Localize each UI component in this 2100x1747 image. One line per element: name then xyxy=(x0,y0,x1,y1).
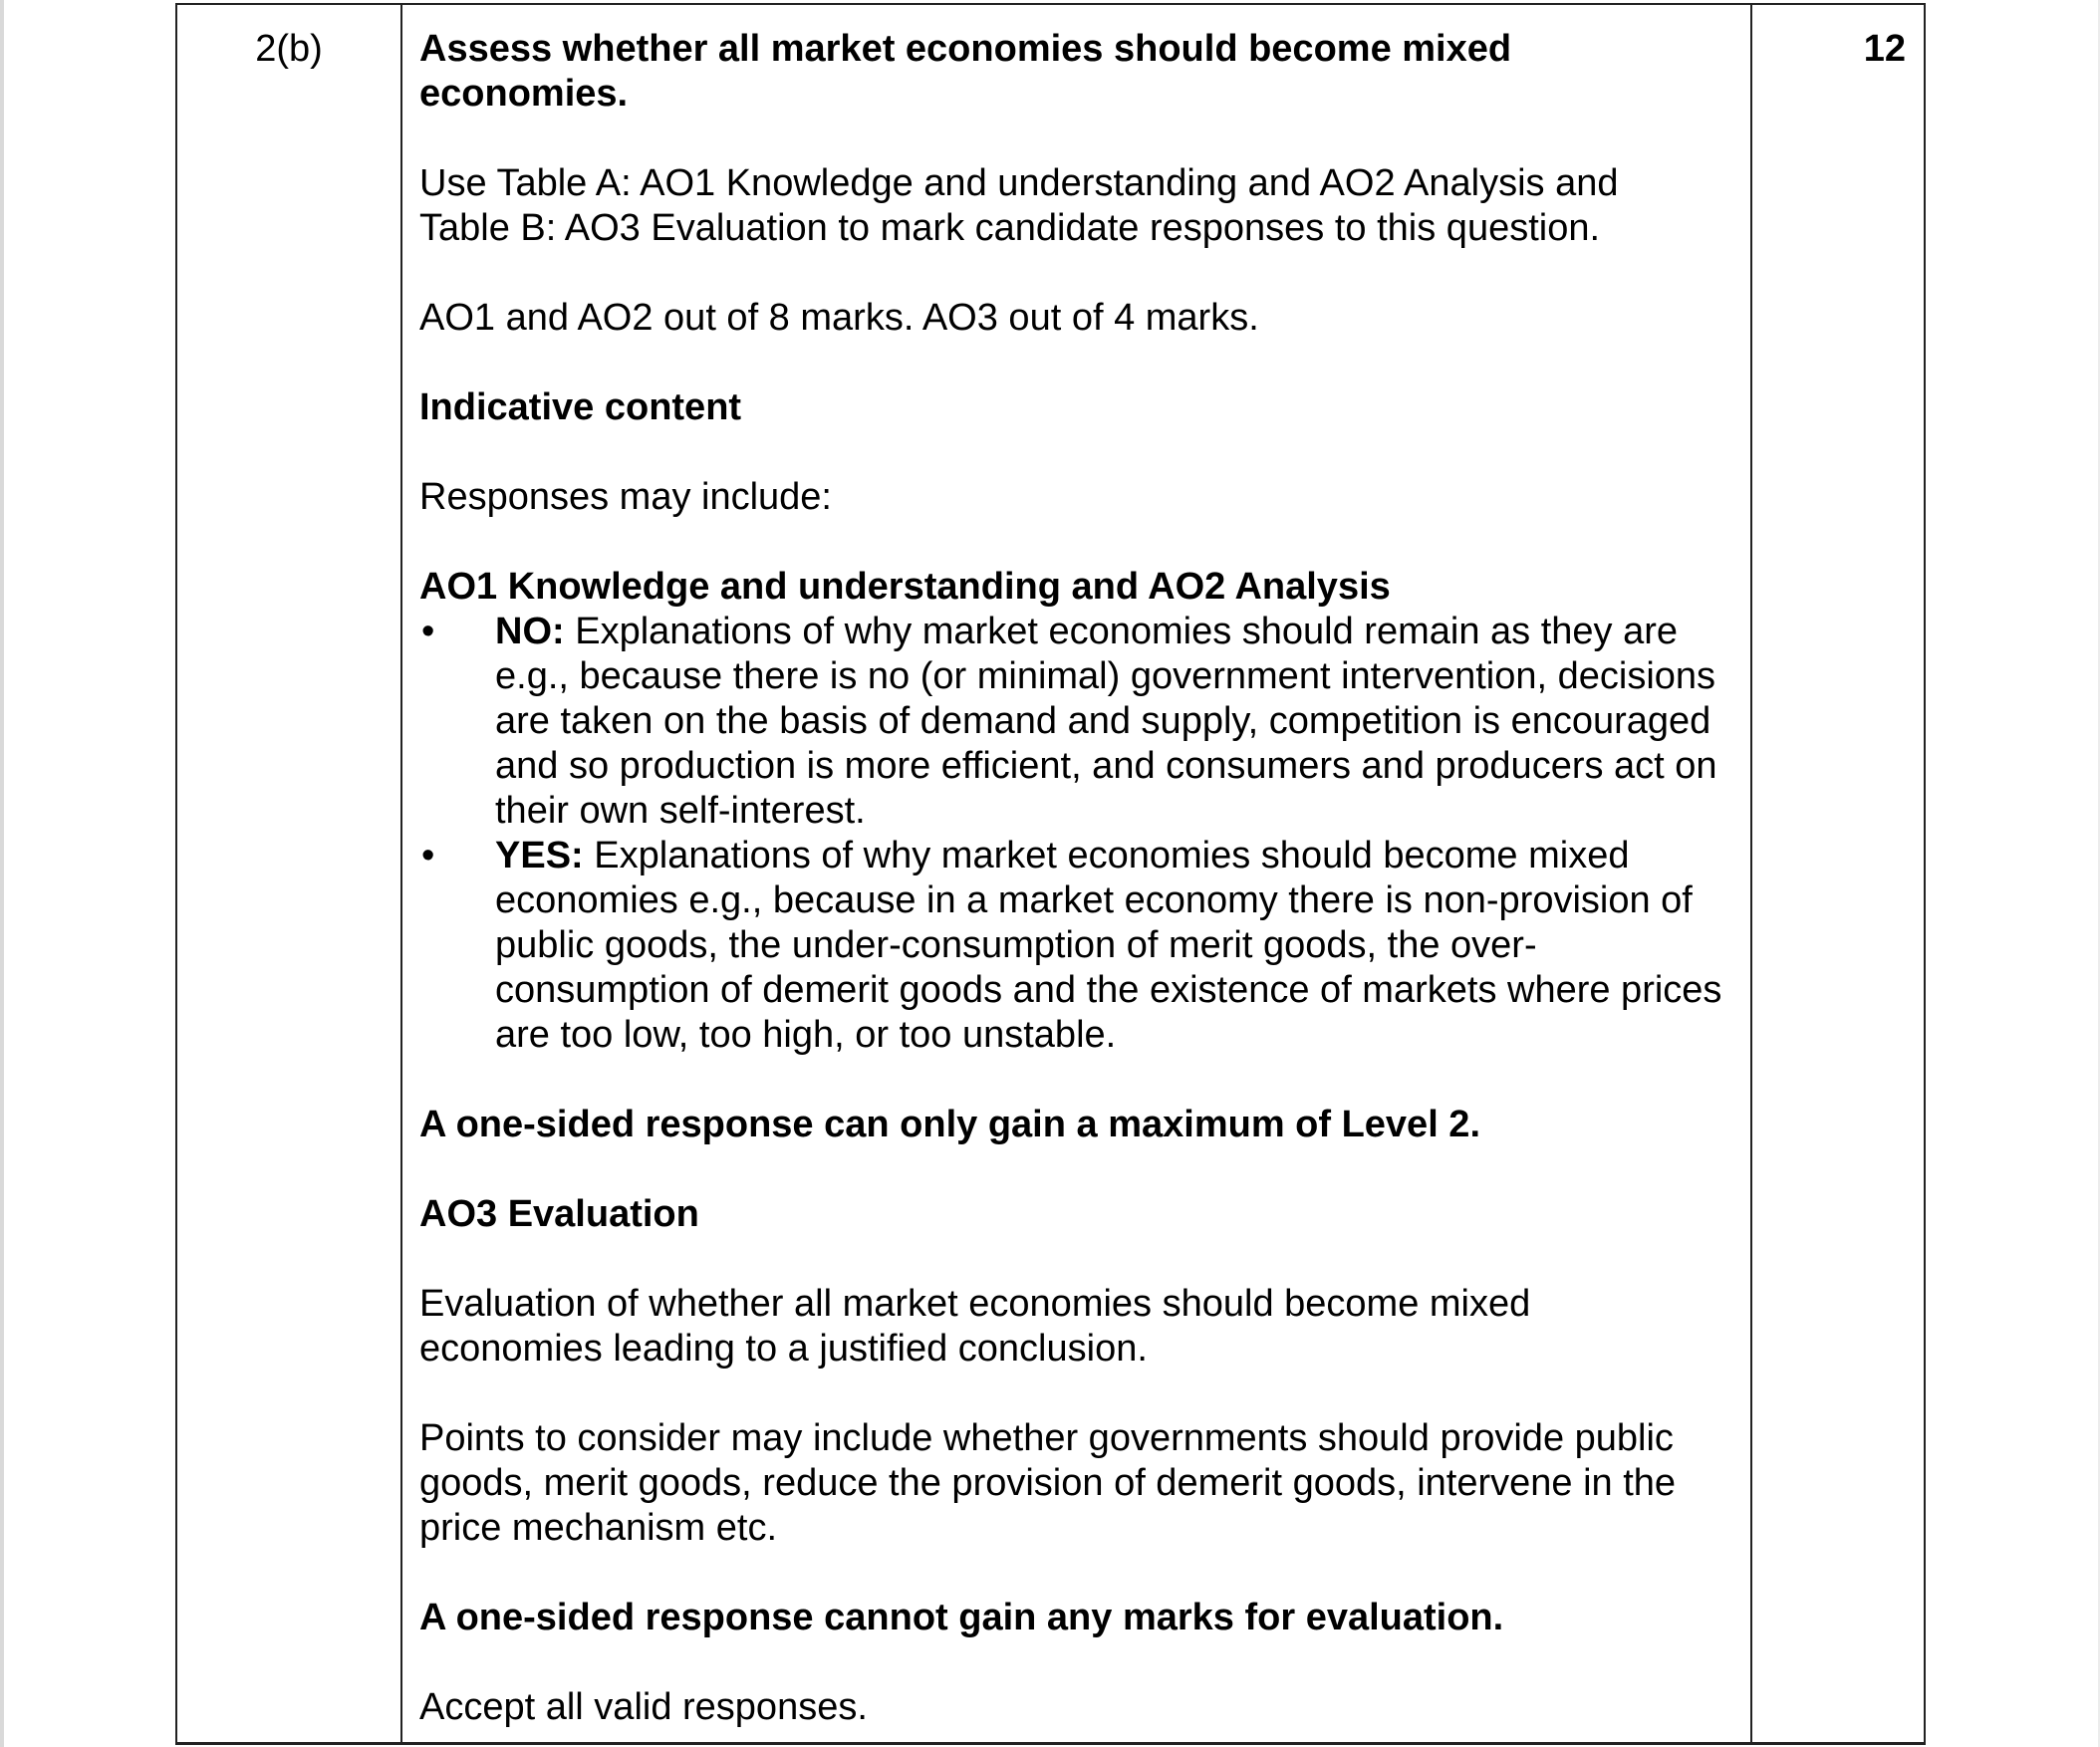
bullet-yes xyxy=(419,834,1734,1058)
indicative-content-heading: Indicative content xyxy=(419,386,742,428)
ao3-heading: AO3 Evaluation xyxy=(419,1193,699,1235)
column-divider xyxy=(400,5,402,1742)
bullet-lead: NO: xyxy=(495,611,565,652)
total-marks: 12 xyxy=(1863,28,1906,70)
mark-split: AO1 and AO2 out of 8 marks. AO3 out of 4 marks. xyxy=(419,297,1259,339)
column-divider xyxy=(1750,5,1752,1742)
question-prompt: Assess whether all market economies should become mixed economies. xyxy=(419,28,1512,115)
mark-scheme-table xyxy=(175,3,1926,1745)
bullet-lead: YES: xyxy=(495,835,584,876)
one-sided-level-note: A one-sided response can only gain a maximum of Level 2. xyxy=(419,1104,1481,1145)
row-bottom-border xyxy=(400,1742,1752,1745)
question-number: 2(b) xyxy=(255,28,323,70)
bullet-icon: • xyxy=(421,611,435,652)
answer-guidance-cell xyxy=(419,27,1734,1730)
viewer-left-edge xyxy=(0,0,4,1747)
responses-intro: Responses may include: xyxy=(419,476,832,518)
bullet-no xyxy=(419,610,1734,834)
accept-note: Accept all valid responses. xyxy=(419,1686,868,1728)
bullet-icon: • xyxy=(421,835,435,876)
ao1-ao2-heading: AO1 Knowledge and understanding and AO2 Analysis xyxy=(419,566,1391,608)
one-sided-eval-note: A one-sided response cannot gain any marks for evaluation. xyxy=(419,1597,1504,1638)
ao3-description: Evaluation of whether all market economies should become mixed economies leading to a justified conclusion. xyxy=(419,1283,1531,1370)
indicative-bullet-list xyxy=(419,610,1734,1058)
bullet-text: Explanations of why market economies should remain as they are e.g., because there is no (or minimal) government intervention, decisions are taken on the basis of demand and supply, competition is encouraged and so production is more efficient, and consumers and producers act on their own self-interest. xyxy=(495,611,1717,832)
marking-instructions: Use Table A: AO1 Knowledge and understanding and AO2 Analysis and Table B: AO3 Evaluation to mark candidate responses to this question. xyxy=(419,162,1619,249)
points-to-consider: Points to consider may include whether governments should provide public goods, merit goods, reduce the provision of demerit goods, intervene in the price mechanism etc. xyxy=(419,1417,1677,1549)
bullet-text: Explanations of why market economies should become mixed economies e.g., because in a market economy there is non-provision of public goods, the under-consumption of merit goods, the over-consumption of demerit goods and the existence of markets where prices are too low, too high, or too unstable. xyxy=(495,835,1722,1056)
